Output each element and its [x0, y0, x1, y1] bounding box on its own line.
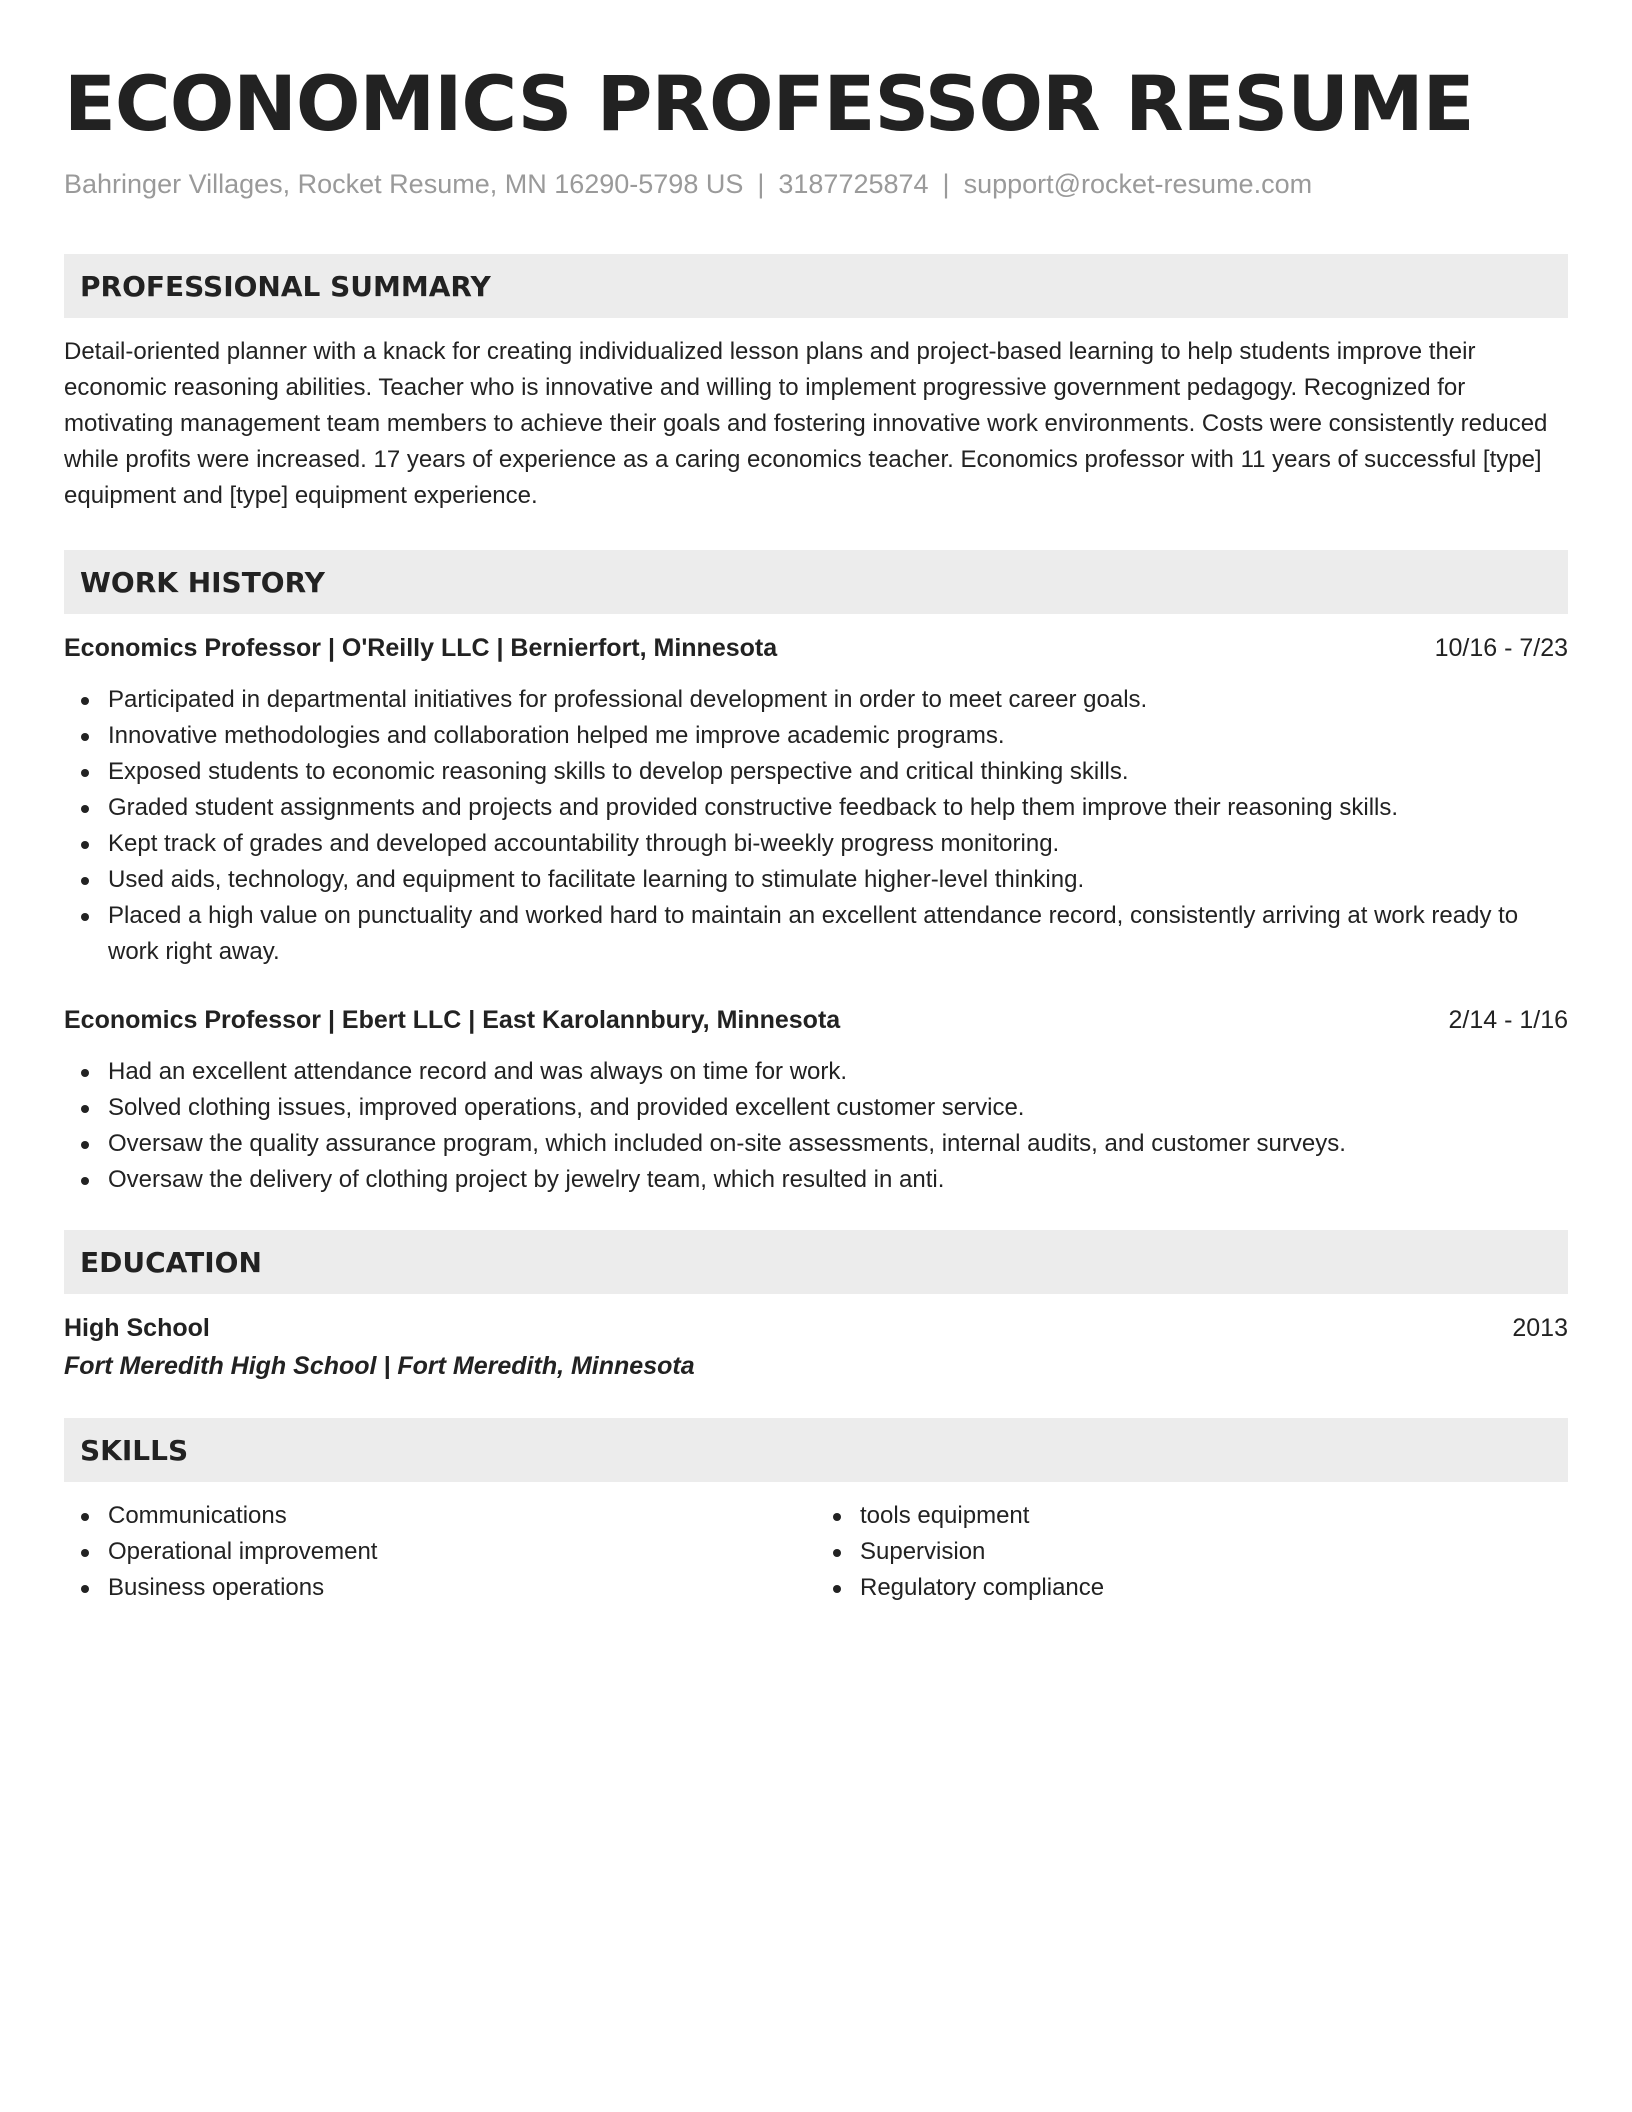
- job-bullet: Oversaw the delivery of clothing project by jewelry team, which resulted in anti.: [64, 1162, 1568, 1198]
- education-year: 2013: [1512, 1314, 1568, 1342]
- resume-title: ECONOMICS PROFESSOR RESUME: [64, 59, 1474, 148]
- job-bullet: Kept track of grades and developed accountability through bi-weekly progress monitoring.: [64, 826, 1568, 862]
- job-bullet: Placed a high value on punctuality and worked hard to maintain an excellent attendance record, consistently arriving at work ready to work right away.: [64, 898, 1568, 970]
- job-bullet: Solved clothing issues, improved operations, and provided excellent customer service.: [64, 1090, 1568, 1126]
- skills-column-left: [64, 1498, 816, 1606]
- skill-item: Business operations: [64, 1570, 816, 1606]
- contact-phone: 3187725874: [778, 169, 929, 199]
- skill-item: tools equipment: [816, 1498, 1568, 1534]
- skill-item: Communications: [64, 1498, 816, 1534]
- skills-list: [64, 1498, 816, 1606]
- education-degree: High School: [64, 1314, 210, 1342]
- job-bullet: Innovative methodologies and collaboration helped me improve academic programs.: [64, 718, 1568, 754]
- section-header-summary: PROFESSIONAL SUMMARY: [64, 254, 1568, 318]
- contact-email: support@rocket-resume.com: [963, 169, 1313, 199]
- summary-text: Detail-oriented planner with a knack for creating individualized lesson plans and project-based learning to help students improve their economic reasoning abilities. Teacher who is innovative and willing to implement progressive government pedagogy. Recognized for motivating management team members to achieve their goals and fostering innovative work environments. Costs were consistently reduced while profits were increased. 17 years of experience as a caring economics teacher. Economics professor with 11 years of successful [type] equipment and [type] equipment experience.: [64, 338, 1548, 509]
- job-bullet: Graded student assignments and projects and provided constructive feedback to help them improve their reasoning skills.: [64, 790, 1568, 826]
- contact-address: Bahringer Villages, Rocket Resume, MN 16290-5798 US: [64, 169, 744, 199]
- contact-line: [64, 166, 1568, 202]
- job-bullet: Used aids, technology, and equipment to facilitate learning to stimulate higher-level thinking.: [64, 862, 1568, 898]
- education-school: Fort Meredith High School | Fort Meredith, Minnesota: [64, 1352, 695, 1380]
- skill-item: Operational improvement: [64, 1534, 816, 1570]
- job-title: Economics Professor | O'Reilly LLC | Bernierfort, Minnesota: [64, 634, 778, 662]
- contact-separator: |: [757, 169, 765, 199]
- job-bullet: Participated in departmental initiatives for professional development in order to meet career goals.: [64, 682, 1568, 718]
- job-bullet: Oversaw the quality assurance program, which included on-site assessments, internal audits, and customer surveys.: [64, 1126, 1568, 1162]
- job-bullet-list: [64, 682, 1568, 970]
- skills-grid: [64, 1498, 1568, 1606]
- job-bullet: Exposed students to economic reasoning skills to develop perspective and critical thinking skills.: [64, 754, 1568, 790]
- job-entry-header: [64, 630, 1568, 666]
- contact-separator: |: [942, 169, 950, 199]
- job-dates: 2/14 - 1/16: [1448, 1006, 1568, 1034]
- job-title: Economics Professor | Ebert LLC | East Karolannbury, Minnesota: [64, 1006, 841, 1034]
- skills-column-right: [816, 1498, 1568, 1606]
- section-header-work-history: WORK HISTORY: [64, 550, 1568, 614]
- job-bullet-list: [64, 1054, 1568, 1198]
- education-entry-header: [64, 1310, 1568, 1346]
- resume-page: [64, 58, 1568, 1606]
- job-dates: 10/16 - 7/23: [1434, 634, 1568, 662]
- section-header-education: EDUCATION: [64, 1230, 1568, 1294]
- skill-item: Regulatory compliance: [816, 1570, 1568, 1606]
- section-header-skills: SKILLS: [64, 1418, 1568, 1482]
- job-entry-header: [64, 1002, 1568, 1038]
- skills-list: [816, 1498, 1568, 1606]
- job-bullet: Had an excellent attendance record and was always on time for work.: [64, 1054, 1568, 1090]
- skill-item: Supervision: [816, 1534, 1568, 1570]
